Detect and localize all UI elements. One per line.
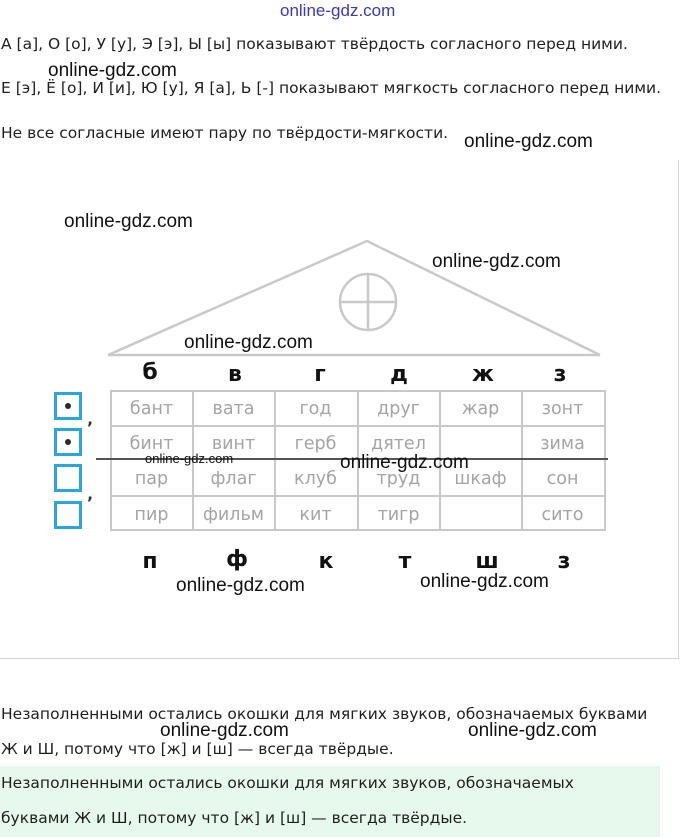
word-cell: шкаф [454, 468, 507, 489]
voiced-letter-v: в [228, 362, 242, 387]
word-cell: жар [461, 398, 500, 419]
note-paragraph: Не все согласные имеют пару по твёрдости-мягкости. [1, 124, 449, 142]
word-cell: тигр [377, 504, 420, 525]
dot-icon [65, 439, 71, 445]
explanation-line: Незаполненными остались окошки для мягких звуков, обозначаемых буквами [1, 705, 648, 723]
word-cell: сон [546, 468, 579, 489]
answer-line: буквами Ж и Ш, потому что [ж] и [ш] — всегда твёрдые. [1, 809, 468, 827]
voiced-letter-g: г [314, 362, 326, 387]
watermark: online-gdz.com [48, 60, 177, 81]
word-cell: труд [376, 468, 421, 489]
watermark: online-gdz.com [464, 131, 593, 152]
watermark: online-gdz.com [340, 452, 469, 473]
word-cell: пар [134, 468, 169, 489]
watermark: online-gdz.com [160, 720, 289, 741]
hard-voiced-sound-square [54, 392, 82, 420]
watermark: online-gdz.com [176, 575, 305, 596]
word-cell: друг [377, 398, 420, 419]
word-cell: бинт [129, 433, 174, 454]
watermark: online-gdz.com [432, 251, 561, 272]
voiceless-letter-k: к [318, 549, 334, 574]
empty-word-cell [439, 497, 522, 532]
watermark: online-gdz.com [145, 451, 234, 466]
dot-icon [65, 403, 71, 409]
voiced-letter-d: д [390, 362, 408, 387]
word-cell: вата [212, 398, 255, 419]
word-cell: сито [541, 504, 584, 525]
word-cell: бант [129, 398, 174, 419]
softness-mark: ’ [87, 493, 94, 512]
word-cell: дятел [371, 433, 426, 454]
word-cell: фильм [202, 504, 265, 525]
word-cell: зима [540, 433, 585, 454]
voiced-letter-z: з [553, 362, 567, 387]
voiceless-letter-t: т [398, 549, 412, 574]
voiced-letter-zh: ж [472, 362, 494, 387]
word-cell: винт [211, 433, 256, 454]
answer-line: Незаполненными остались окошки для мягких звуков, обозначаемых [1, 774, 574, 792]
grid-line [604, 390, 606, 531]
word-cell: флаг [210, 468, 257, 489]
watermark: online-gdz.com [184, 332, 313, 353]
voiced-letter-b: б [142, 360, 158, 385]
hard-vowels-paragraph: А [а], О [о], У [у], Э [э], Ы [ы] показывают твёрдость согласного перед ними. [1, 35, 628, 53]
explanation-line: Ж и Ш, потому что [ж] и [ш] — всегда твёрдые. [1, 740, 394, 758]
watermark: online-gdz.com [64, 211, 193, 232]
voiceless-letter-p: п [142, 549, 158, 574]
watermark-top: online-gdz.com [280, 1, 396, 20]
watermark: online-gdz.com [420, 571, 549, 592]
word-cell: герб [294, 433, 337, 454]
softness-mark: ’ [87, 418, 94, 437]
word-cell: год [299, 398, 332, 419]
word-cell: зонт [541, 398, 584, 419]
word-cell: клуб [294, 468, 337, 489]
voiceless-letter-f: ф [226, 547, 248, 572]
answer-box [0, 766, 660, 837]
soft-vowels-paragraph: Е [э], Ё [о], И [и], Ю [у], Я [а], Ь [-] показывают мягкость согласного перед ними. [1, 79, 662, 97]
hard-voiceless-sound-square [54, 464, 82, 492]
voiceless-letter-sh: ш [475, 549, 499, 574]
word-cell: кит [299, 504, 332, 525]
voiceless-letter-z: з [557, 549, 571, 574]
soft-voiced-sound-square [54, 428, 82, 456]
word-cell: пир [134, 504, 169, 525]
watermark: online-gdz.com [468, 720, 597, 741]
soft-voiceless-sound-square [54, 501, 82, 529]
